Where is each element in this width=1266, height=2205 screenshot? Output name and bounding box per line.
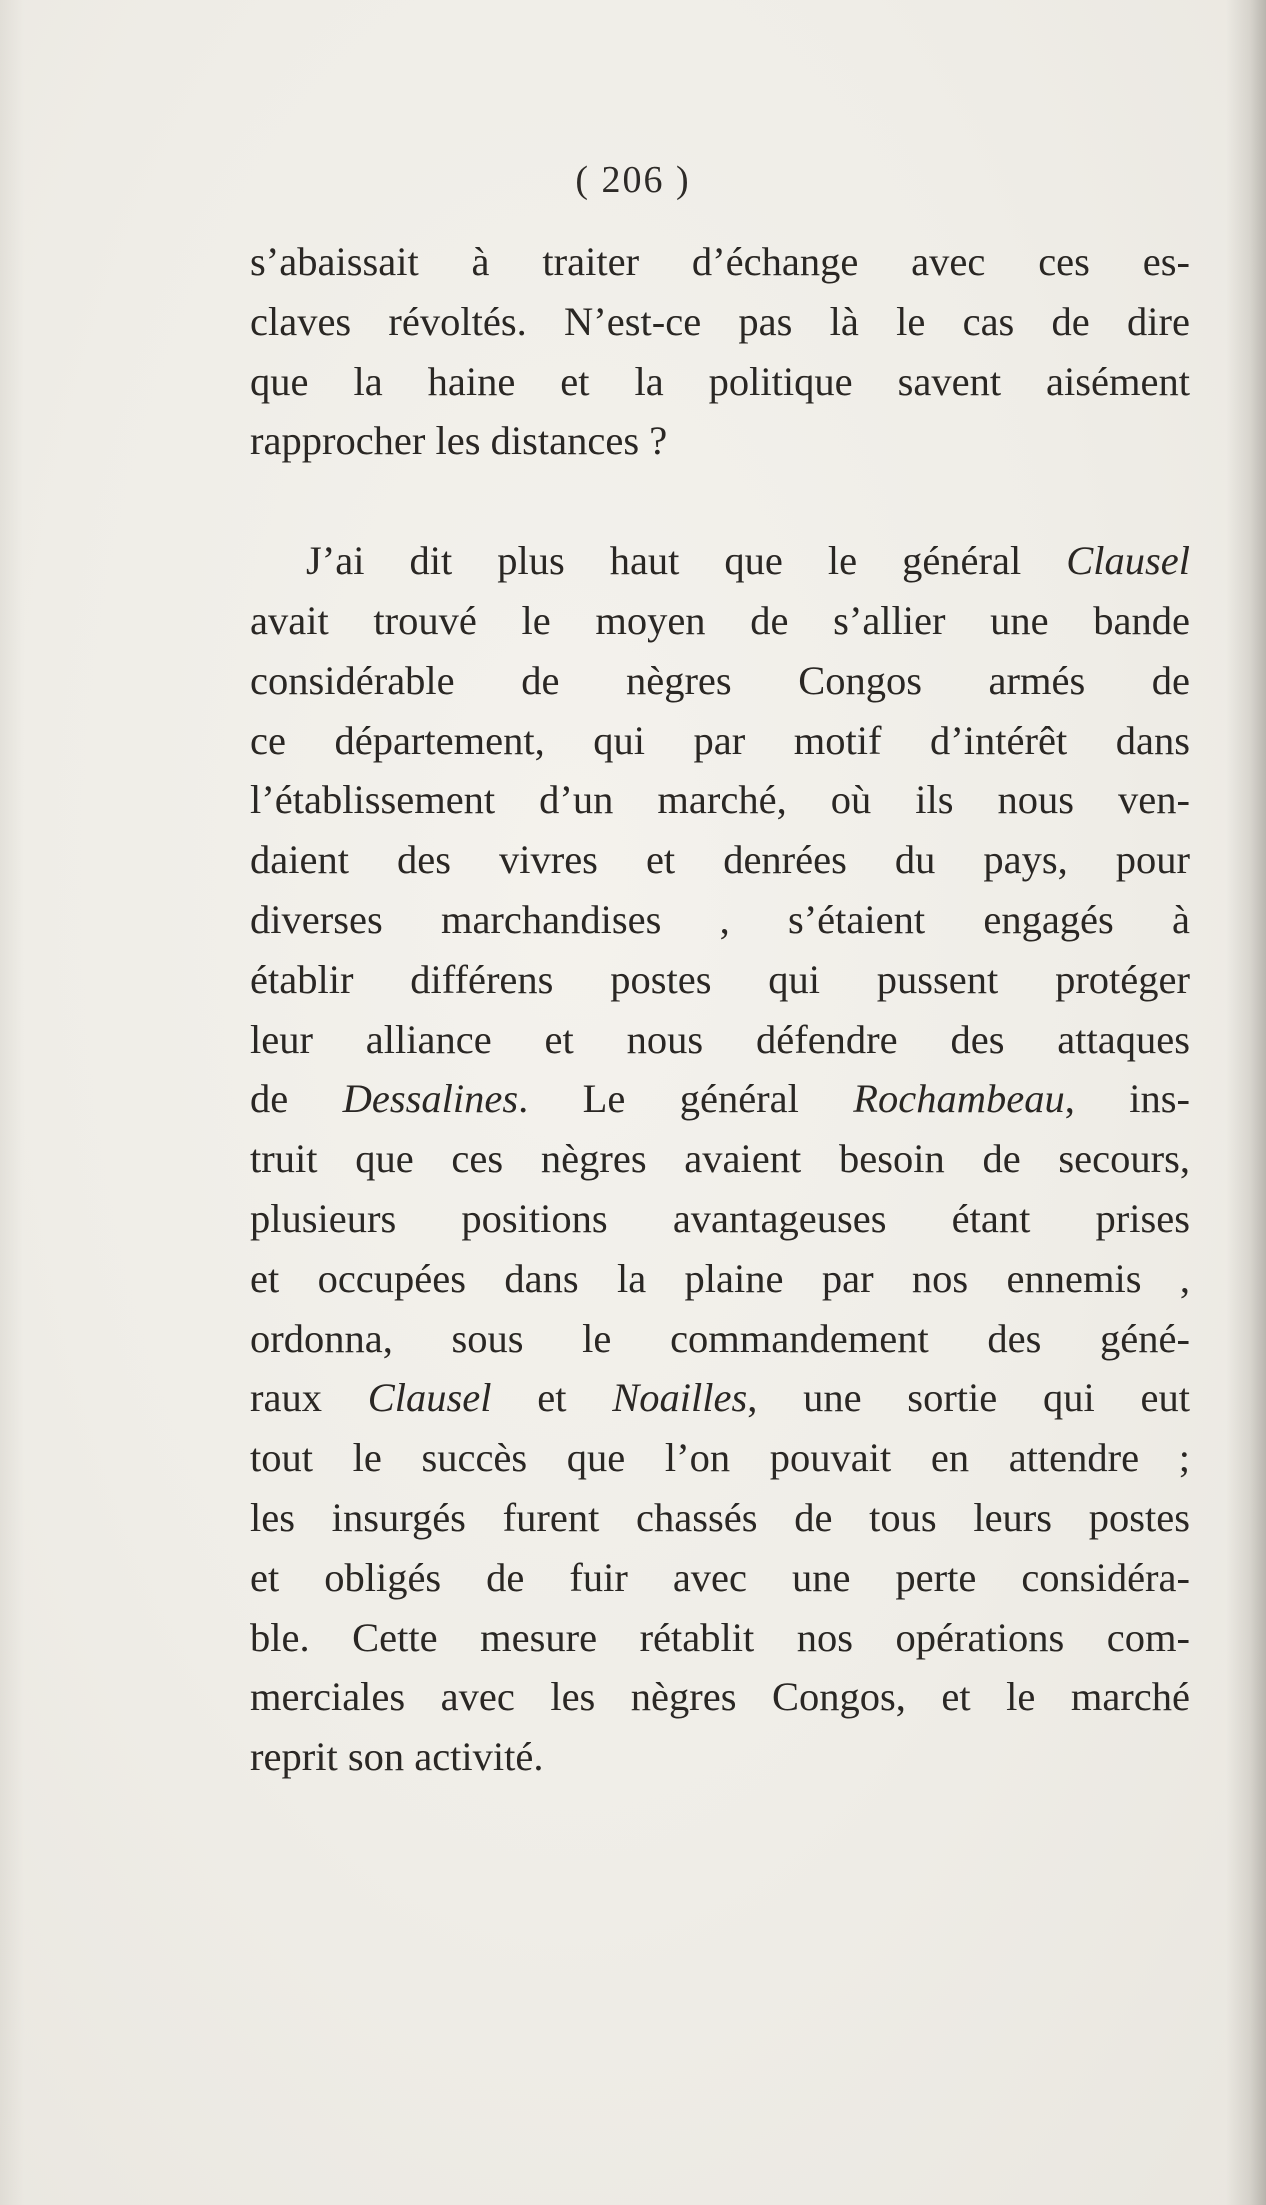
name-clausel: Clausel — [367, 1375, 492, 1421]
text-run: et — [491, 1375, 613, 1421]
name-rochambeau: Rochambeau — [853, 1076, 1065, 1122]
text-line: avait trouvé le moyen de s’allier une bande — [250, 597, 1190, 643]
text-line: les insurgés furent chassés de tous leurs postes — [250, 1494, 1190, 1540]
page-right-edge-shadow — [1226, 0, 1266, 2205]
text-run: de — [250, 1076, 343, 1122]
page-number: ( 206 ) — [575, 159, 691, 201]
text-run: , une sortie qui eut — [747, 1375, 1191, 1421]
text-line: l’établissement d’un marché, où ils nous ven- — [250, 777, 1190, 823]
paragraph-1 — [250, 232, 1190, 471]
text-line: considérable de nègres Congos armés de — [250, 657, 1190, 703]
name-noailles: Noailles — [612, 1375, 748, 1421]
text-line: que la haine et la politique savent aisément — [250, 358, 1190, 404]
text-line: claves révoltés. N’est-ce pas là le cas de dire — [250, 298, 1190, 344]
text-line: et occupées dans la plaine par nos ennemis , — [250, 1255, 1190, 1301]
text-line: daient des vivres et denrées du pays, pour — [250, 837, 1190, 883]
text-line: rapprocher les distances ? — [250, 418, 668, 464]
text-line — [250, 1368, 1190, 1428]
name-dessalines: Dessalines — [342, 1076, 519, 1122]
text-run: . Le général — [518, 1076, 854, 1122]
text-line: plusieurs positions avantageuses étant prises — [250, 1195, 1190, 1241]
text-line: ble. Cette mesure rétablit nos opérations com- — [250, 1614, 1190, 1660]
text-line: s’abaissait à traiter d’échange avec ces es- — [250, 239, 1190, 284]
text-line: ce département, qui par motif d’intérêt dans — [250, 717, 1190, 763]
text-line: tout le succès que l’on pouvait en attendre ; — [250, 1435, 1190, 1481]
text-run: J’ai dit plus haut que le général — [306, 538, 1067, 584]
text-line — [250, 531, 1190, 591]
text-line: ordonna, sous le commandement des géné- — [250, 1315, 1190, 1361]
text-line: diverses marchandises , s’étaient engagés à — [250, 896, 1190, 942]
text-line: merciales avec les nègres Congos, et le marché — [250, 1674, 1190, 1720]
name-clausel: Clausel — [1066, 538, 1190, 584]
text-line — [250, 1069, 1190, 1129]
text-line: établir différens postes qui pussent protéger — [250, 956, 1190, 1002]
text-line: truit que ces nègres avaient besoin de secours, — [250, 1136, 1190, 1182]
text-run: , ins- — [1064, 1076, 1191, 1122]
text-line: et obligés de fuir avec une perte considéra- — [250, 1554, 1190, 1600]
page-left-edge — [0, 0, 24, 2205]
text-line: reprit son activité. — [250, 1734, 544, 1780]
paragraph-2 — [250, 531, 1190, 1787]
page-text — [250, 232, 1190, 1787]
text-line: leur alliance et nous défendre des attaques — [250, 1016, 1190, 1062]
text-run: raux — [250, 1375, 368, 1421]
